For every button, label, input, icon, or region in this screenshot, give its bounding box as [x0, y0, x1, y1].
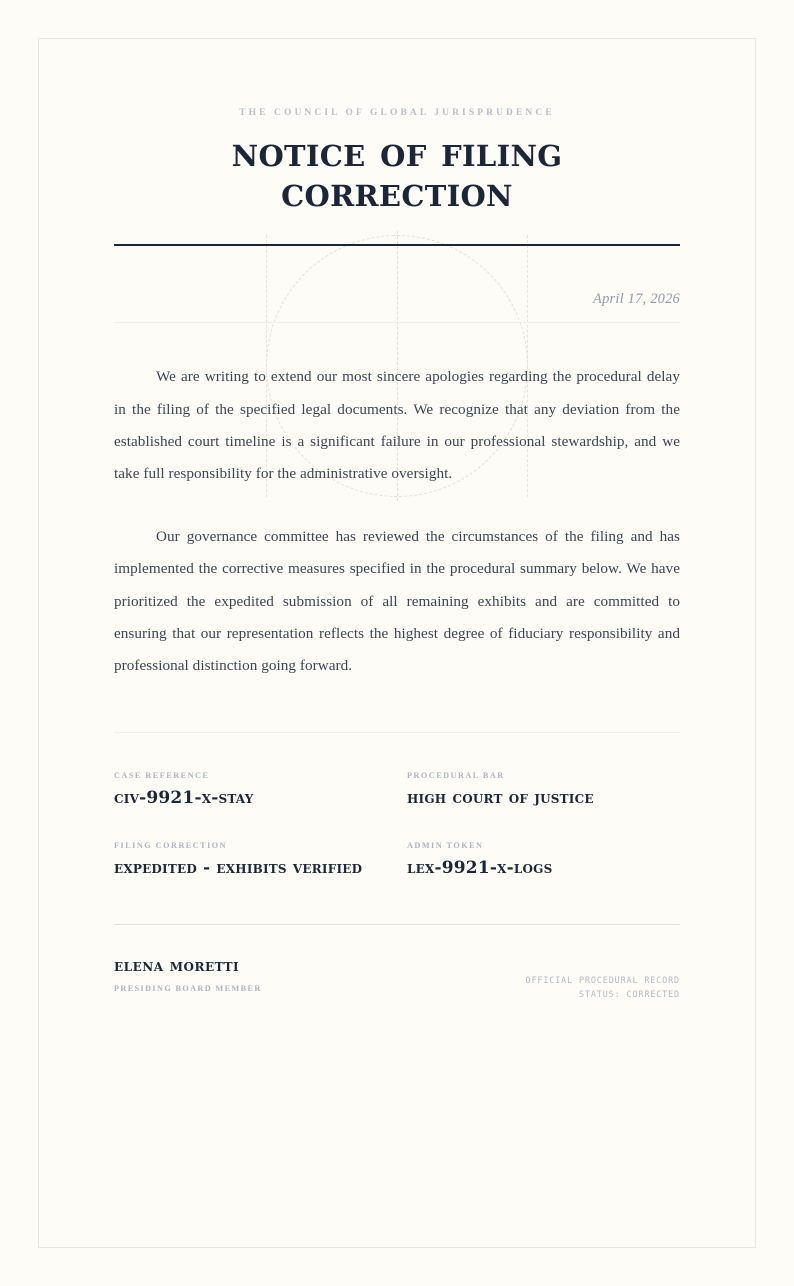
masthead: [114, 0, 680, 217]
page-title-line-2: correction: [281, 168, 513, 217]
metadata-value: civ-9921-x-stay: [114, 788, 254, 809]
metadata-field-case-reference: [114, 771, 387, 808]
footer-divider: [114, 924, 680, 925]
title-divider: [114, 244, 680, 246]
signature-block: [114, 956, 262, 993]
metadata-value: expedited - exhibits verified: [114, 858, 363, 879]
page-title-line-1: notice of filing: [231, 128, 563, 176]
metadata-label: ADMIN TOKEN: [407, 841, 484, 851]
signer-role: PRESIDING BOARD MEMBER: [114, 984, 262, 994]
date-row: [114, 290, 680, 308]
date-divider: [114, 322, 680, 323]
metadata-divider: [114, 732, 680, 733]
record-stamp-status: STATUS: CORRECTED: [578, 989, 680, 1000]
metadata-value: high court of justice: [407, 788, 594, 809]
metadata-label: CASE REFERENCE: [114, 771, 210, 781]
metadata-label: FILING CORRECTION: [114, 841, 228, 851]
metadata-grid: [114, 771, 680, 878]
page-title: [114, 128, 680, 217]
footer: [114, 956, 680, 1002]
metadata-field-filing-correction: [114, 841, 387, 878]
organization-name: THE COUNCIL OF GLOBAL JURISPRUDENCE: [239, 108, 555, 118]
signer-name: elena moretti: [114, 956, 240, 976]
body-paragraph-1: We are writing to extend our most sincere apologies regarding the procedural delay in the filing of the specified legal documents. We recognize that any deviation from the established court timeline is a significant failure in our professional stewardship, and we take full responsibility for the administrative oversight.: [114, 368, 680, 482]
record-stamp-line-1: OFFICIAL PROCEDURAL RECORD: [525, 975, 680, 986]
metadata-label: PROCEDURAL BAR: [407, 771, 505, 781]
metadata-field-procedural-bar: [407, 771, 680, 808]
document-date: April 17, 2026: [593, 291, 680, 308]
metadata-field-admin-token: [407, 841, 680, 878]
body-paragraph-2: Our governance committee has reviewed the circumstances of the filing and has implemented the corrective measures specified in the procedural summary below. We have prioritized the expedited submission of all remaining exhibits and are committed to ensuring that our representation reflects the highest degree of fiduciary responsibility and professional distinction going forward.: [114, 528, 680, 675]
metadata-value: lex-9921-x-logs: [407, 858, 553, 879]
record-stamp: [526, 956, 681, 1002]
body-copy: [114, 361, 680, 682]
